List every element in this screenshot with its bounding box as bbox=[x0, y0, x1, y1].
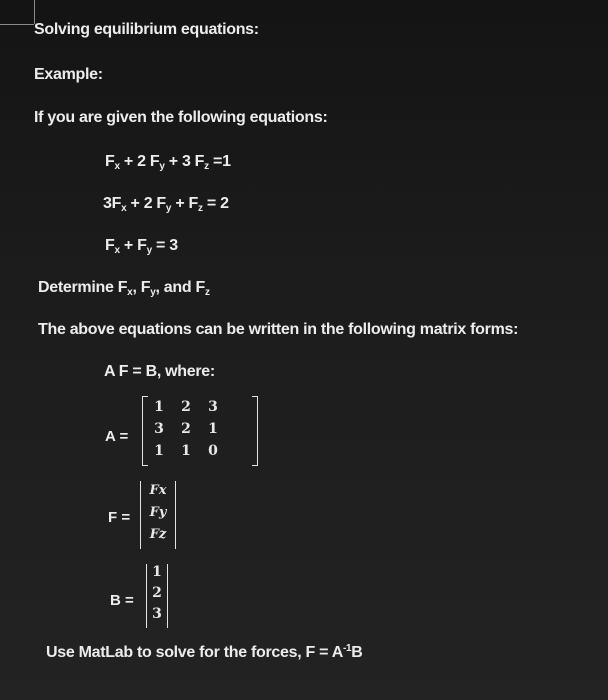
af-line: A F = B, where: bbox=[104, 363, 215, 380]
matrix-b-label: B = bbox=[110, 592, 134, 609]
matrix-f bbox=[140, 481, 176, 549]
given-text: If you are given the following equations: bbox=[34, 109, 328, 126]
footer-instruction: Use MatLab to solve for the forces, $F = A^{-1}B$ bbox=[46, 643, 363, 661]
example-label: Example: bbox=[34, 66, 103, 83]
matrix-f-cell: Fz bbox=[149, 527, 167, 542]
determine-line: Determine $F_x$, $F_y$, and $F_z$ bbox=[38, 279, 210, 298]
matrix-a-cell: 1 bbox=[154, 443, 164, 459]
heading: Solving equilibrium equations: bbox=[34, 21, 259, 38]
matrix-f-right-bar bbox=[175, 481, 176, 549]
matrix-b-cell: 3 bbox=[152, 606, 162, 622]
matrix-a-cell: 1 bbox=[208, 421, 218, 437]
equation-3: $F_x + F_y = 3$ bbox=[105, 237, 178, 256]
matrix-b-cell: 1 bbox=[152, 564, 162, 580]
matrix-a-cell: 3 bbox=[208, 399, 218, 415]
matrix-a-right-bracket bbox=[252, 396, 258, 466]
matrix-a-cell: 0 bbox=[208, 443, 218, 459]
page-corner-mark-horizontal bbox=[0, 24, 34, 25]
matrix-b-left-bar bbox=[146, 564, 147, 628]
matrix-f-cell: Fx bbox=[149, 483, 167, 498]
matrix-a-cell: 1 bbox=[181, 443, 191, 459]
equation-1: $F_x + 2$ $F_y + 3$ $F_z =1$ bbox=[105, 153, 231, 172]
matrix-a-cell: 2 bbox=[181, 399, 191, 415]
matrix-intro: The above equations can be written in the following matrix forms: bbox=[38, 321, 519, 338]
equation-2: $3F_x + 2$ $F_y + F_z = 2$ bbox=[103, 195, 229, 214]
matrix-b bbox=[146, 564, 168, 628]
matrix-a-cell: 2 bbox=[181, 421, 191, 437]
matrix-f-label: F = bbox=[108, 509, 131, 526]
matrix-a bbox=[142, 396, 258, 466]
matrix-a-label: A = bbox=[105, 428, 129, 445]
matrix-a-cell: 1 bbox=[154, 399, 164, 415]
matrix-a-cell: 3 bbox=[154, 421, 164, 437]
matrix-b-cell: 2 bbox=[152, 585, 162, 601]
matrix-b-right-bar bbox=[167, 564, 168, 628]
matrix-f-left-bar bbox=[140, 481, 141, 549]
matrix-f-cell: Fy bbox=[149, 505, 167, 520]
